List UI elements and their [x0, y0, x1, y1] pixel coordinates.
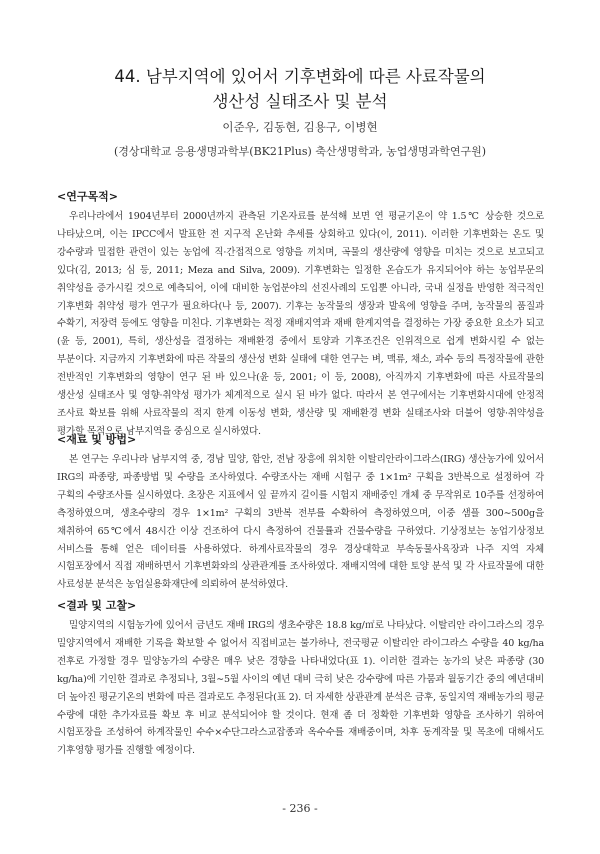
- section-methods-heading: <재료 및 방법>: [57, 433, 137, 446]
- section-results-body: 밀양지역의 시험농가에 있어서 금년도 재배 IRG의 생초수량은 18.8 kg/㎡로 나타났다. 이탈리안 라이그라스의 경우 밀양지역에서 재배한 기록을 확보할 수 없어서 직접비교는 불가하나, 전국평균 이탈리안 라이그라스 수량을 40 kg/ha 전후로 가정할 경우 밀양농가의 수량은 매우 낮은 경향을 나타내었다(표 1). 이러한 결과는 농가의 낮은 파종량 (30 kg/ha)에 기인한 결과로 추정되나, 3월∼5월 사이의 예년 대비 극히 낮은 강수량에 따른 가뭄과 월동기간 중의 예년대비 더 높아진 평균기온의 변화에 따른 결과로도 추정된다(표 2). 더 자세한 상관관계 분석은 금후, 동일지역 재배농가의 평균 수량에 대한 추가자료를 확보 후 비교 분석되어야 할 것이다. 현재 좀 더 정확한 기후변화 영향을 조사하기 위하여 시험포장을 조성하여 하계작물인 수수×수단그라스교잡종과 옥수수를 재배중이며, 차후 동계작물 및 목초에 대해서도 기후영향 평가를 진행할 예정이다.: [57, 620, 544, 757]
- page-number: - 236 -: [282, 802, 318, 815]
- section-objective-body: 우리나라에서 1904년부터 2000년까지 관측된 기온자료를 분석해 보면 연 평균기온이 약 1.5℃ 상승한 것으로 나타났으며, 이는 IPCC에서 발표한 전 지구적 온난화 추세를 상회하고 있다(이, 2011). 이러한 기후변화는 온도 및 강수량과 밀접한 관련이 있는 농업에 직·간접적으로 영향을 끼치며, 곡물의 생산량에 영향을 미치는 것으로 보고되고 있다(김, 2013; 심 등, 2011; Meza and Silva, 2009). 기후변화는 일정한 온습도가 유지되어야 하는 농업부문의 취약성을 증가시킬 것으로 예측되어, 이에 대비한 농업분야의 선진사례의 도입뿐 아니라, 국내 실정을 반영한 적극적인 기후변화 취약성 평가 연구가 필요하다(나 등, 2007). 기후는 농작물의 생장과 발육에 영향을 주며, 농작물의 품질과 수확기, 저장력 등에도 영향을 미친다. 기후변화는 적정 재배지역과 재배 한계지역을 결정하는 가장 중요한 요소가 되고(윤 등, 2001), 특히, 생산성을 결정하는 재배환경 중에서 토양과 기후조건은 인위적으로 쉽게 변화시킬 수 없는 부분이다. 지금까지 기후변화에 따른 작물의 생산성 변화 실태에 대한 연구는 벼, 맥류, 채소, 과수 등의 특정작물에 관한 전반적인 기후변화의 영향이 연구 된 바 있으나(윤 등, 2001; 이 등, 2008), 아직까지 기후변화에 따른 사료작물의 생산성 실태조사 및 영향·취약성 평가가 체계적으로 실시 된 바가 없다. 따라서 본 연구에서는 기후변화시대에 안정적 조사료 확보를 위해 사료작물의 적지 한계 이동성 변화, 생산량 및 재배환경 변화 실태조사와 더불어 영향·취약성을 평가할 목적으로 남부지역을 중심으로 실시하였다.: [57, 211, 544, 437]
- section-methods-body: 본 연구는 우리나라 남부지역 중, 경남 밀양, 함안, 전남 장흥에 위치한 이탈리안라이그라스(IRG) 생산농가에 있어서 IRG의 파종량, 파종방법 및 수량을 조사하였다. 수량조사는 재배 시험구 중 1×1m² 구획을 3반복으로 설정하여 각 구획의 수량조사를 실시하였다. 초장은 지표에서 잎 끝까지 길이를 시험지 재배중인 개체 중 무작위로 10주를 선정하여 측정하였으며, 생초수량의 경우 1×1m² 구획의 3반복 전부를 수확하여 측정하였으며, 이중 샘플 300∼500g을 채취하여 65℃에서 48시간 이상 건조하여 다시 측정하여 건물률과 건물수량을 구하였다. 기상정보는 농업기상정보 서비스를 통해 얻은 데이터를 사용하였다. 하계사료작물의 경우 경상대학교 부속동물사육장과 나주 지역 자체 시험포장에서 직접 재배하면서 기후변화와의 상관관계를 조사하였다. 재배지역에 대한 토양 분석 및 각 사료작물에 대한 사료성분 분석은 농업실용화재단에 의뢰하여 분석하였다.: [57, 454, 544, 591]
- author-affiliation: (경상대학교 응용생명과학부(BK21Plus) 축산생명학과, 농업생명과학연구원): [114, 145, 486, 158]
- author-list: 이준우, 김동현, 김용구, 이병현: [222, 120, 378, 134]
- paper-title: [40, 64, 560, 114]
- section-methods: [57, 432, 544, 594]
- section-results-heading: <결과 및 고찰>: [57, 599, 137, 612]
- section-results: [57, 598, 544, 760]
- paper-title-line-2: 생산성 실태조사 및 분석: [212, 92, 388, 111]
- section-objective-heading: <연구목적>: [57, 190, 118, 203]
- section-objective: [57, 189, 544, 441]
- paper-title-line-1: 44. 남부지역에 있어서 기후변화에 따른 사료작물의: [114, 67, 486, 86]
